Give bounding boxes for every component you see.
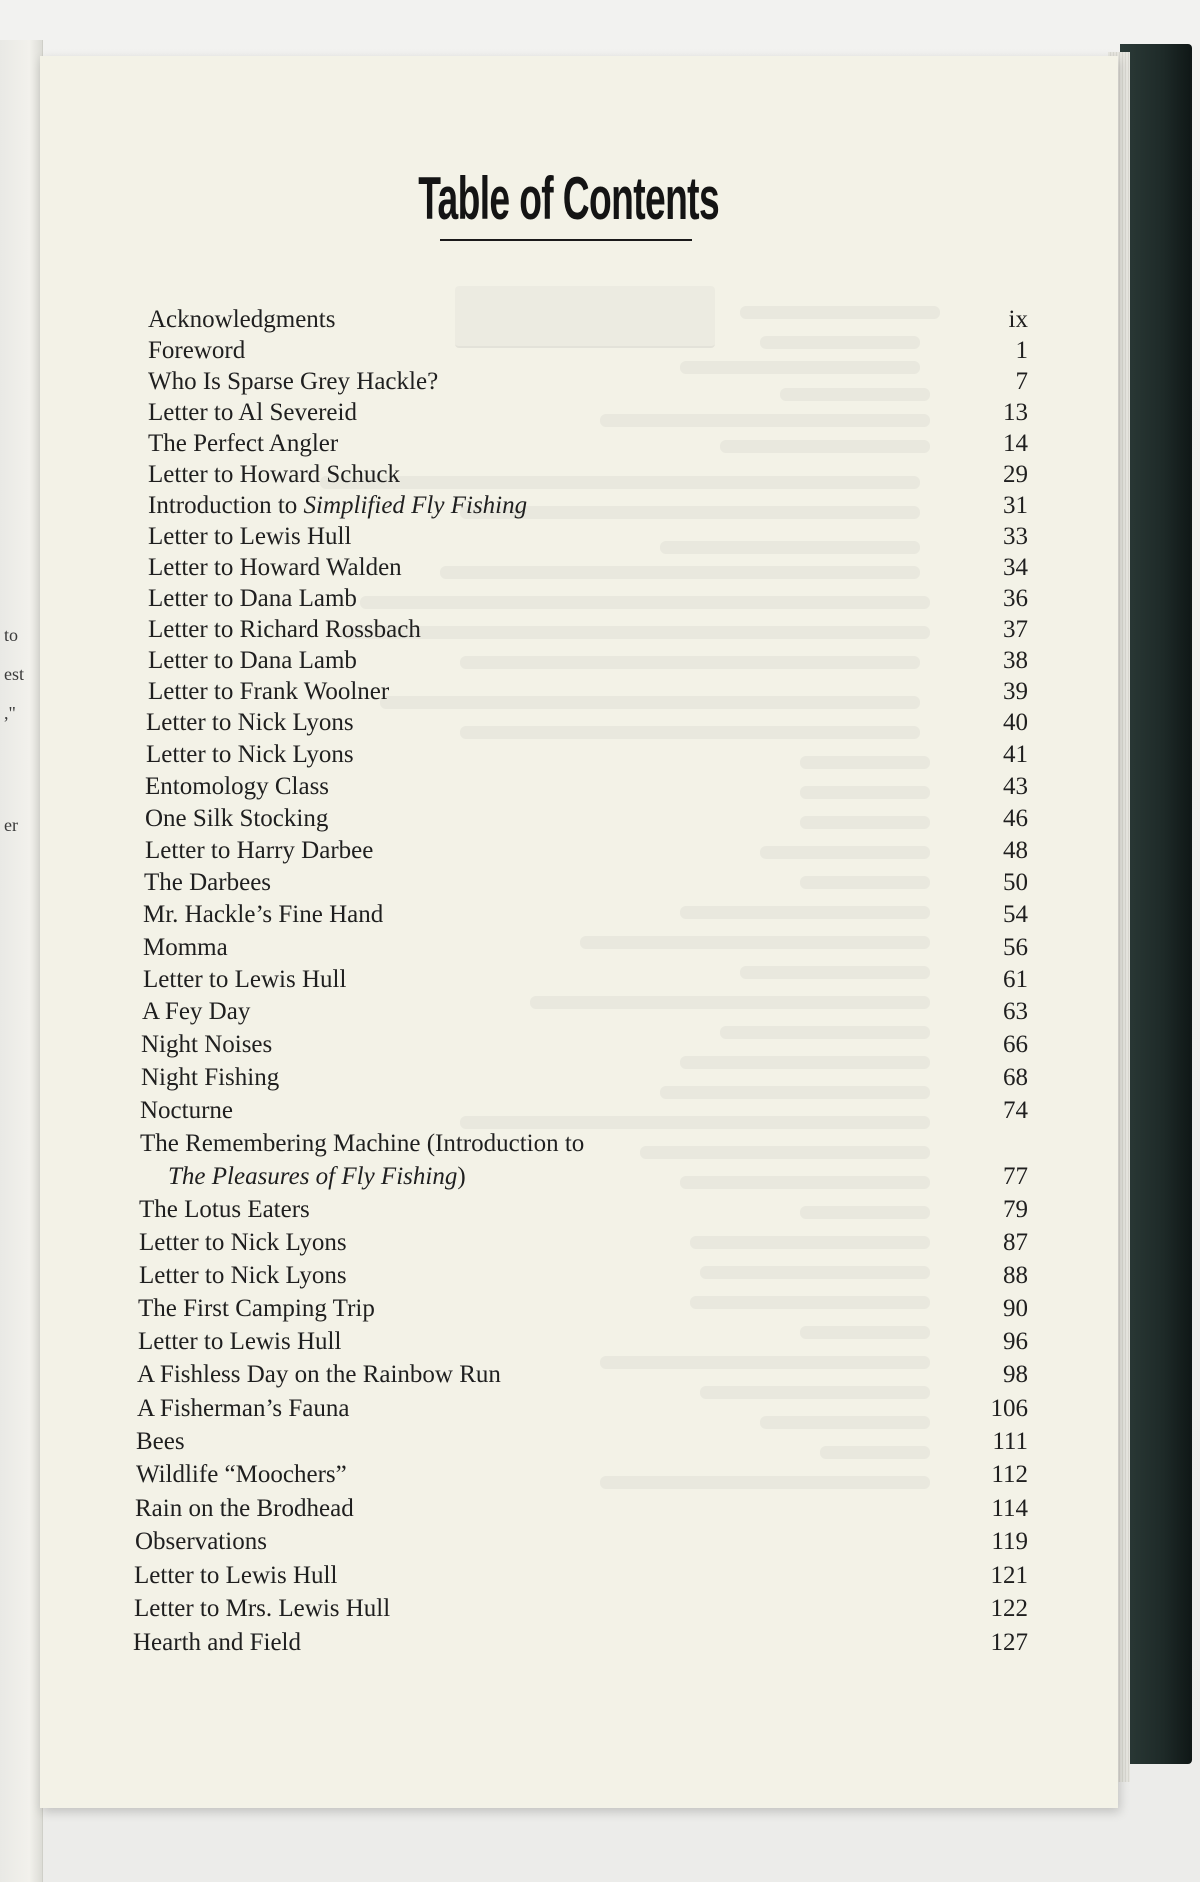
entry-title: Letter to Mrs. Lewis Hull <box>134 1595 391 1622</box>
table-of-contents <box>40 56 1118 1808</box>
toc-entry <box>138 1293 1028 1325</box>
toc-entry <box>145 771 1028 803</box>
toc-entry <box>139 1194 1028 1226</box>
entry-title-prefix: Introduction to <box>148 492 304 519</box>
entry-page-number: 90 <box>1003 1295 1028 1322</box>
entry-page-number: 1 <box>1015 337 1028 364</box>
entry-page-number: 48 <box>1003 837 1028 864</box>
entry-title <box>148 490 527 522</box>
toc-entry <box>148 428 1028 460</box>
entry-title: Night Fishing <box>141 1064 280 1091</box>
entry-page-number: 79 <box>1003 1196 1028 1223</box>
entry-page-number: 68 <box>1003 1064 1028 1091</box>
entry-page-number: ix <box>1008 306 1028 333</box>
entry-page-number: 87 <box>1003 1229 1028 1256</box>
entry-title: Letter to Nick Lyons <box>146 741 354 768</box>
entry-page-number: 50 <box>1003 869 1028 896</box>
entry-title: Wildlife “Moochers” <box>136 1461 347 1488</box>
entry-title: Letter to Al Severeid <box>148 399 357 426</box>
toc-entry <box>135 1493 1028 1525</box>
entry-page-number: 111 <box>992 1428 1028 1455</box>
left-page-fragment: er <box>4 815 18 835</box>
left-page-fragment: est <box>4 664 24 684</box>
toc-entry <box>141 1029 1028 1061</box>
toc-entry <box>134 1560 1028 1592</box>
toc-entry <box>148 552 1028 584</box>
left-page-edge <box>0 40 43 1882</box>
entry-page-number: 37 <box>1003 616 1028 643</box>
entry-page-number: 31 <box>1003 492 1028 519</box>
toc-entry <box>148 676 1028 708</box>
entry-title: Letter to Richard Rossbach <box>148 616 421 643</box>
entry-title: Letter to Lewis Hull <box>138 1328 342 1355</box>
toc-entry <box>148 304 1028 336</box>
entry-page-number: 121 <box>990 1562 1028 1589</box>
entry-title: The Perfect Angler <box>148 430 339 457</box>
toc-entry <box>136 1459 1028 1491</box>
toc-entry <box>148 645 1028 677</box>
entry-title: Letter to Howard Walden <box>148 554 402 581</box>
toc-entry <box>139 1260 1028 1292</box>
entry-title: The Lotus Eaters <box>139 1196 310 1223</box>
toc-entry <box>148 397 1028 429</box>
toc-entry <box>146 739 1028 771</box>
entry-title: The Darbees <box>144 869 272 896</box>
entry-title: Letter to Howard Schuck <box>148 461 401 488</box>
toc-entry <box>133 1627 1028 1659</box>
toc-entry <box>148 490 1028 522</box>
entry-page-number: 43 <box>1003 773 1028 800</box>
toc-entry <box>148 614 1028 646</box>
entry-title: Letter to Dana Lamb <box>148 585 357 612</box>
toc-entry <box>141 1062 1028 1094</box>
entry-title-italic: Simplified Fly Fishing <box>303 492 528 519</box>
entry-page-number: 38 <box>1003 647 1028 674</box>
entry-title: A Fey Day <box>142 998 251 1025</box>
book-page <box>40 56 1118 1808</box>
entry-title: Letter to Lewis Hull <box>143 966 347 993</box>
entry-title: Who Is Sparse Grey Hackle? <box>148 368 439 395</box>
toc-entry <box>148 335 1028 367</box>
entry-title: Nocturne <box>140 1097 234 1124</box>
entry-title: Letter to Nick Lyons <box>139 1229 347 1256</box>
entry-title: Hearth and Field <box>133 1629 302 1656</box>
entry-title: Acknowledgments <box>148 306 336 333</box>
entry-page-number: 61 <box>1003 966 1028 993</box>
entry-title: Rain on the Brodhead <box>135 1495 354 1522</box>
page-title: Table of Contents <box>418 165 720 232</box>
entry-title: Letter to Nick Lyons <box>139 1262 347 1289</box>
entry-page-number: 127 <box>990 1629 1028 1656</box>
entry-page-number: 7 <box>1015 368 1028 395</box>
entry-page-number: 122 <box>990 1595 1028 1622</box>
entry-title: Letter to Lewis Hull <box>134 1562 338 1589</box>
entry-page-number: 34 <box>1003 554 1028 581</box>
toc-entry <box>148 366 1028 398</box>
entry-page-number: 98 <box>1003 1361 1028 1388</box>
toc-entry-continuation <box>140 1161 1028 1193</box>
entry-title: A Fisherman’s Fauna <box>137 1395 350 1422</box>
entry-title-suffix: ) <box>457 1163 466 1190</box>
entry-page-number: 66 <box>1003 1031 1028 1058</box>
toc-entry <box>143 932 1028 964</box>
left-page-fragment: ," <box>4 703 16 723</box>
left-page-fragment: to <box>4 625 19 645</box>
toc-entry <box>135 1526 1028 1558</box>
toc-entry <box>139 1227 1028 1259</box>
toc-entry <box>140 1128 1028 1160</box>
entry-page-number: 33 <box>1003 523 1028 550</box>
entry-title: Observations <box>135 1528 267 1555</box>
toc-entry <box>146 707 1028 739</box>
toc-entry <box>145 803 1028 835</box>
entry-title: Letter to Harry Darbee <box>145 837 374 864</box>
toc-entry <box>143 899 1028 931</box>
entry-page-number: 114 <box>991 1495 1028 1522</box>
toc-entry <box>138 1326 1028 1358</box>
entry-title: Letter to Frank Woolner <box>148 678 390 705</box>
entry-page-number: 36 <box>1003 585 1028 612</box>
entry-title-italic: The Pleasures of Fly Fishing <box>168 1163 458 1190</box>
toc-entry <box>148 521 1028 553</box>
entry-page-number: 119 <box>991 1528 1028 1555</box>
entry-page-number: 77 <box>1003 1163 1028 1190</box>
toc-entry <box>143 964 1028 996</box>
toc-entry <box>145 835 1028 867</box>
toc-entry <box>144 867 1028 899</box>
toc-entry <box>142 996 1028 1028</box>
entry-page-number: 14 <box>1003 430 1028 457</box>
entry-title: Letter to Dana Lamb <box>148 647 357 674</box>
entry-title: The First Camping Trip <box>138 1295 375 1322</box>
entry-title: Bees <box>136 1428 185 1455</box>
entry-title: Mr. Hackle’s Fine Hand <box>143 901 384 928</box>
toc-entry <box>136 1426 1028 1458</box>
entry-page-number: 74 <box>1003 1097 1028 1124</box>
entry-page-number: 13 <box>1003 399 1028 426</box>
entry-page-number: 96 <box>1003 1328 1028 1355</box>
entry-title-continuation <box>168 1161 466 1193</box>
entry-page-number: 63 <box>1003 998 1028 1025</box>
entry-title: Night Noises <box>141 1031 273 1058</box>
entry-title: A Fishless Day on the Rainbow Run <box>137 1361 501 1388</box>
toc-entry <box>134 1593 1028 1625</box>
entry-page-number: 88 <box>1003 1262 1028 1289</box>
entry-title: Letter to Nick Lyons <box>146 709 354 736</box>
entry-title: Letter to Lewis Hull <box>148 523 352 550</box>
book-back-cover <box>1120 44 1192 1764</box>
toc-entry <box>148 459 1028 491</box>
entry-page-number: 106 <box>990 1395 1028 1422</box>
entry-title: The Remembering Machine (Introduction to <box>140 1130 585 1157</box>
entry-page-number: 54 <box>1003 901 1028 928</box>
toc-entry <box>137 1359 1028 1391</box>
entry-page-number: 56 <box>1003 934 1028 961</box>
entry-page-number: 40 <box>1003 709 1028 736</box>
toc-entry <box>148 583 1028 615</box>
entry-title: Momma <box>143 934 228 961</box>
entry-title: Entomology Class <box>145 773 330 800</box>
entry-title: One Silk Stocking <box>145 805 329 832</box>
entry-page-number: 112 <box>991 1461 1028 1488</box>
toc-entry <box>140 1095 1028 1127</box>
entry-title: Foreword <box>148 337 246 364</box>
entry-page-number: 41 <box>1003 741 1028 768</box>
entry-page-number: 46 <box>1003 805 1028 832</box>
entry-page-number: 39 <box>1003 678 1028 705</box>
entry-page-number: 29 <box>1003 461 1028 488</box>
toc-entry <box>137 1393 1028 1425</box>
